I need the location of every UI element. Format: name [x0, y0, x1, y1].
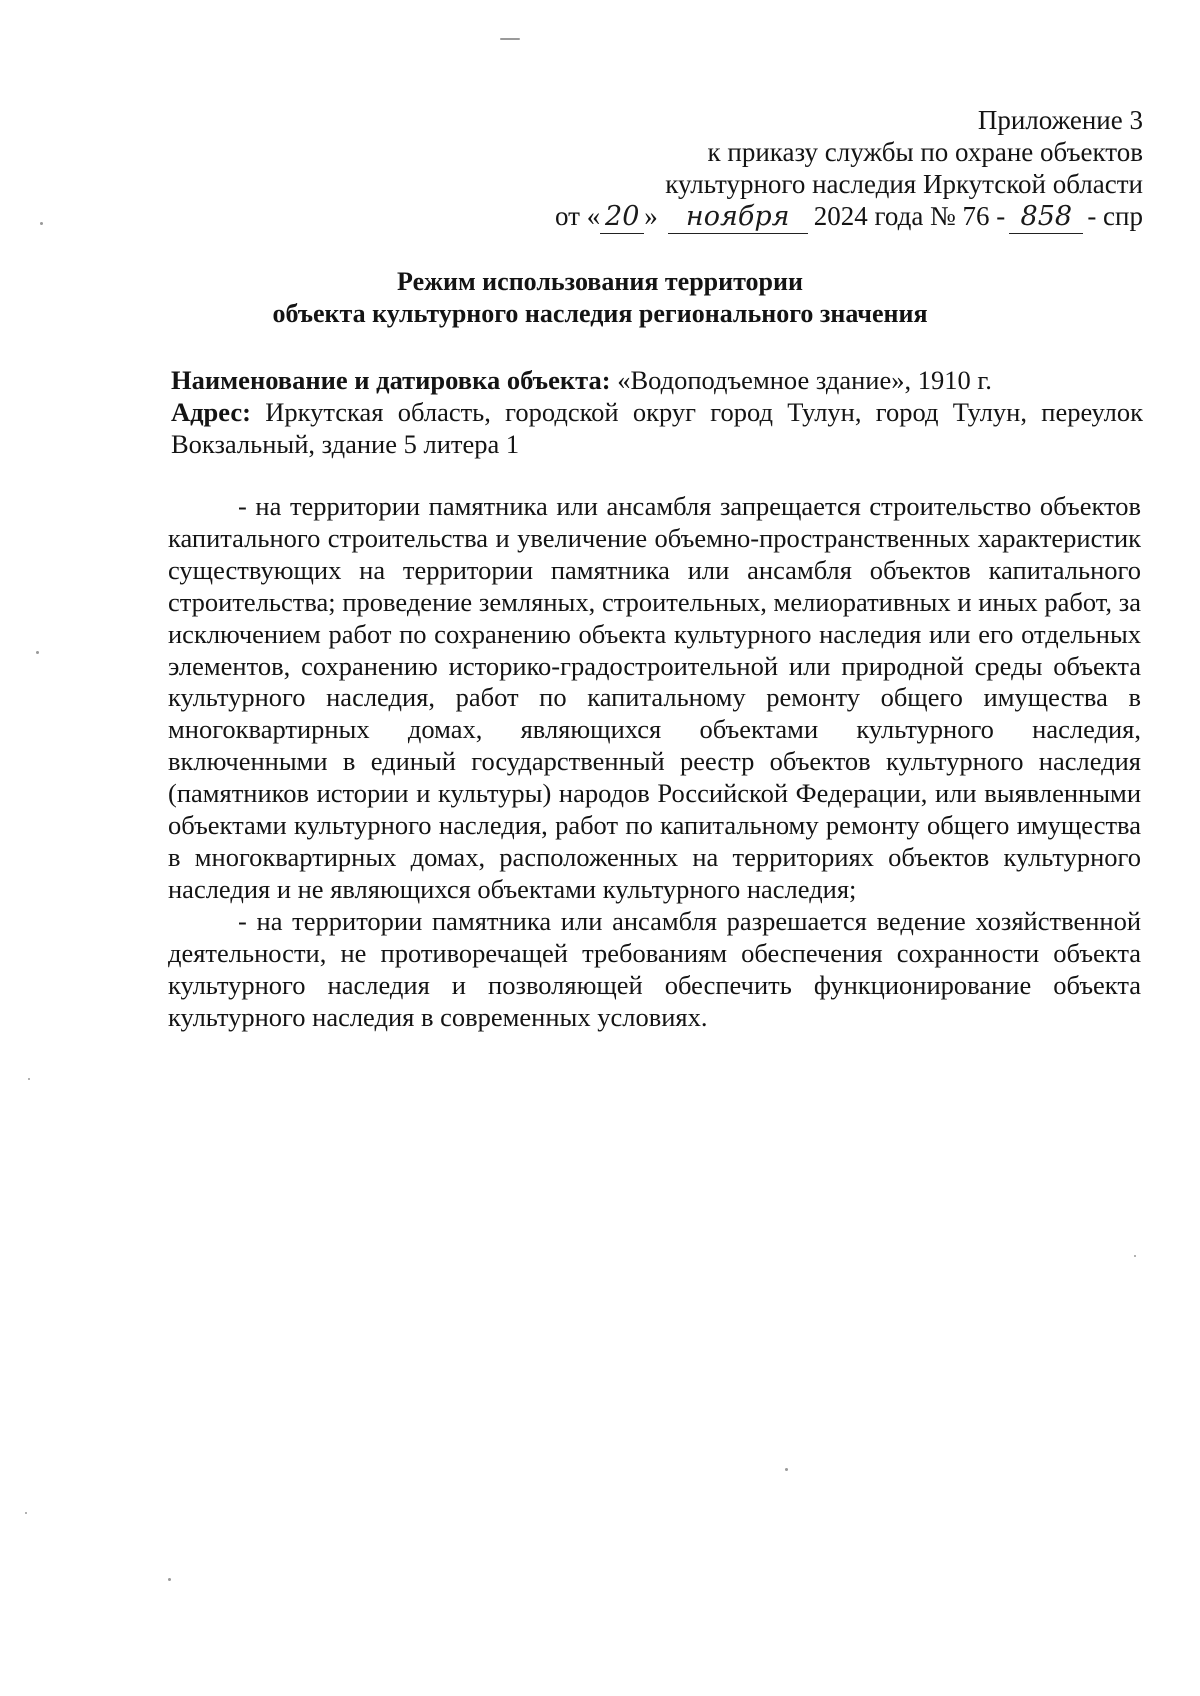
appendix-header: [555, 104, 1143, 234]
object-name-row: [171, 364, 1143, 396]
date-year-number: 2024 года № 76 -: [813, 201, 1006, 231]
handwritten-month: ноября: [668, 201, 808, 234]
permission-paragraph: - на территории памятника или ансамбля разрешается ведение хозяйственной деятельности, не противоречащей требованиям обеспечения сохранности объекта культурного наследия и позволяющей обеспечить функционирование объекта культурного наследия в современных условиях.: [168, 905, 1141, 1032]
scan-speck: [25, 1512, 27, 1514]
regime-body: [168, 491, 1141, 1033]
appendix-date-line: [555, 200, 1143, 234]
order-suffix: - спр: [1087, 201, 1143, 231]
date-quote-close: »: [644, 201, 658, 231]
appendix-order-ref: к приказу службы по охране объектов: [707, 137, 1143, 167]
scan-speck: [40, 222, 43, 225]
title-line-2: объекта культурного наследия регионального значения: [272, 299, 928, 328]
appendix-number: Приложение 3: [977, 105, 1143, 135]
document-title: [0, 266, 1200, 330]
appendix-agency: культурного наследия Иркутской области: [665, 169, 1143, 199]
object-name-value: «Водоподъемное здание», 1910 г.: [617, 365, 992, 395]
handwritten-order-number: 858: [1009, 201, 1083, 234]
title-line-1: Режим использования территории: [397, 267, 803, 296]
scan-speck: [36, 651, 39, 654]
object-address-label: Адрес:: [171, 397, 251, 427]
object-name-label: Наименование и датировка объекта:: [171, 365, 611, 395]
handwritten-day: 20: [600, 201, 644, 234]
date-prefix: от «: [555, 201, 601, 231]
object-address-row: [171, 396, 1143, 460]
object-info: [171, 364, 1143, 460]
scan-speck: [500, 38, 520, 40]
scan-speck: [1134, 1255, 1136, 1257]
scan-speck: [785, 1468, 788, 1471]
prohibition-paragraph: - на территории памятника или ансамбля запрещается строительство объектов капитального строительства и увеличение объемно-пространственных характеристик существующих на территории памятника или ансамбля объектов капитального строительства; проведение земляных, строительных, мелиоративных и иных работ, за исключением работ по сохранению объекта культурного наследия или его отдельных элементов, сохранению историко-градостроительной или природной среды объекта культурного наследия, работ по капитальному ремонту общего имущества в многоквартирных домах, являющихся объектами культурного наследия, включенными в единый государственный реестр объектов культурного наследия (памятников истории и культуры) народов Российской Федерации, или выявленными объектами культурного наследия, работ по капитальному ремонту общего имущества в многоквартирных домах, расположенных на территориях объектов культурного наследия и не являющихся объектами культурного наследия;: [168, 491, 1141, 904]
object-address-value: Иркутская область, городской округ город Тулун, город Тулун, переулок Вокзальный, здание 5 литера 1: [171, 397, 1143, 459]
scan-speck: [168, 1578, 171, 1581]
scan-speck: [28, 1078, 30, 1080]
